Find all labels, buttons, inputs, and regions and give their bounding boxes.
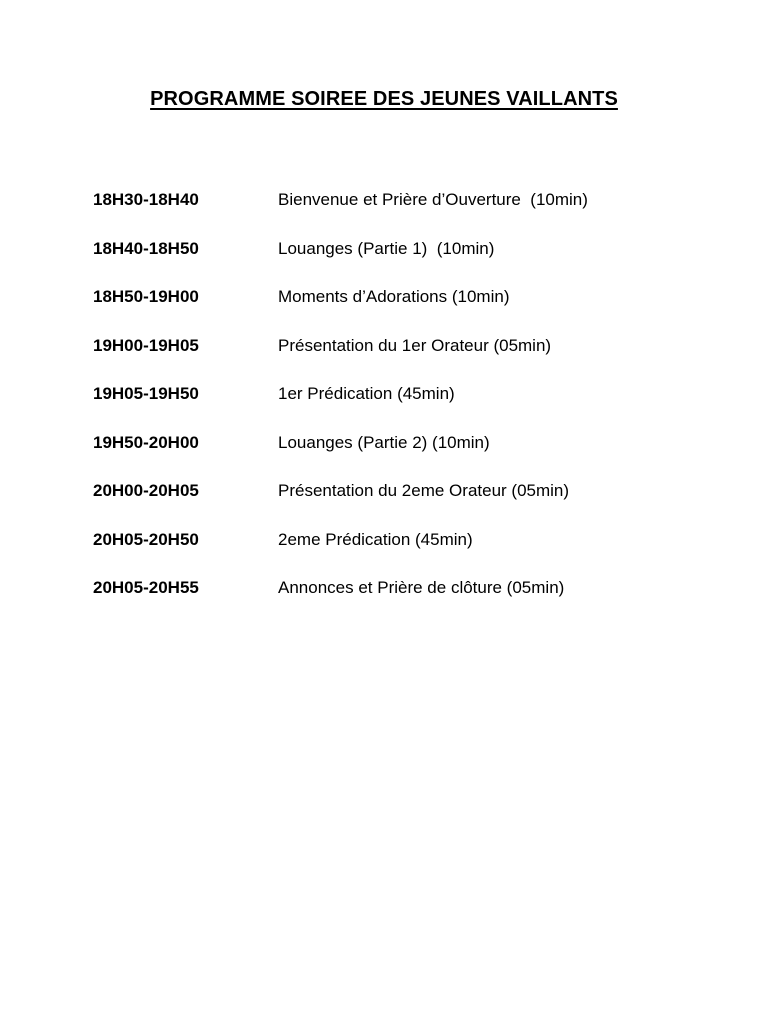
- schedule-list: [93, 190, 713, 627]
- time-slot: 19H50-20H00: [93, 432, 199, 452]
- schedule-row: [93, 530, 713, 579]
- activity-label: Louanges (Partie 1) (10min): [278, 238, 495, 258]
- schedule-row: [93, 239, 713, 288]
- time-slot: 19H05-19H50: [93, 384, 199, 403]
- activity-label: 2eme Prédication (45min): [278, 529, 473, 549]
- time-slot: 20H05-20H55: [93, 578, 199, 597]
- activity-label: Présentation du 1er Orateur (05min): [278, 335, 552, 355]
- schedule-row: [93, 190, 713, 239]
- schedule-row: [93, 578, 713, 627]
- time-slot: 18H30-18H40: [93, 190, 199, 209]
- activity-label: Moments d’Adorations (10min): [278, 287, 510, 306]
- time-slot: 20H05-20H50: [93, 529, 199, 549]
- page-title: PROGRAMME SOIREE DES JEUNES VAILLANTS: [150, 88, 618, 110]
- time-slot: 20H00-20H05: [93, 481, 199, 500]
- time-slot: 18H50-19H00: [93, 287, 199, 306]
- activity-label: Louanges (Partie 2) (10min): [278, 432, 490, 452]
- schedule-row: [93, 433, 713, 482]
- schedule-row: [93, 481, 713, 530]
- schedule-row: [93, 336, 713, 385]
- time-slot: 19H00-19H05: [93, 335, 199, 355]
- activity-label: 1er Prédication (45min): [278, 384, 455, 403]
- time-slot: 18H40-18H50: [93, 238, 199, 258]
- schedule-row: [93, 287, 713, 336]
- activity-label: Annonces et Prière de clôture (05min): [278, 578, 565, 597]
- activity-label: Présentation du 2eme Orateur (05min): [278, 481, 570, 500]
- activity-label: Bienvenue et Prière d’Ouverture (10min): [278, 190, 588, 209]
- schedule-row: [93, 384, 713, 433]
